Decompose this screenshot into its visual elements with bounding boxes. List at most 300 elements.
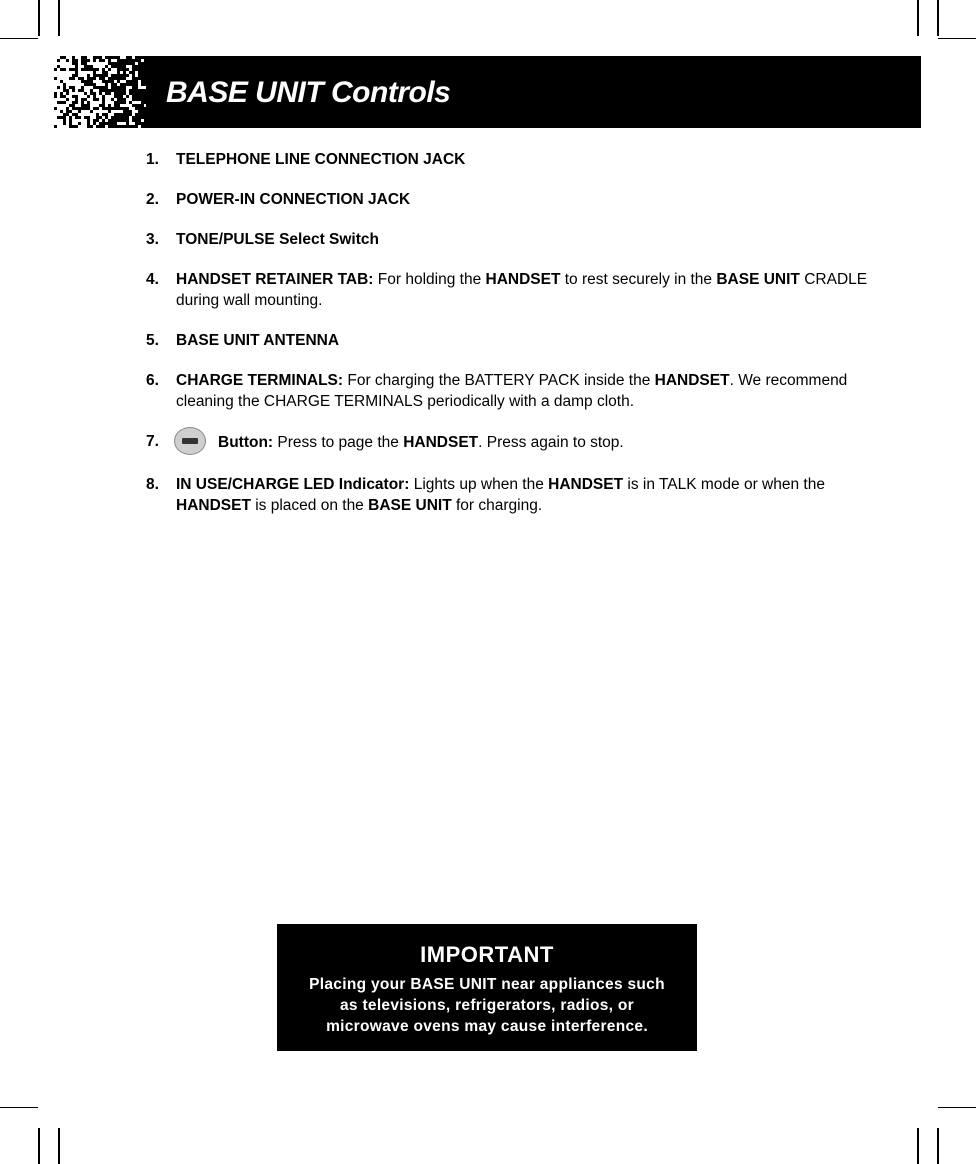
halftone-dot [87,104,90,107]
halftone-dot [132,116,135,119]
halftone-dot [114,119,117,122]
halftone-dot [102,101,105,104]
halftone-dot [63,116,66,119]
crop-mark [38,1128,40,1164]
halftone-dot [63,95,66,98]
halftone-dot [123,62,126,65]
halftone-dot [120,116,123,119]
halftone-dot [72,113,75,116]
halftone-dot [135,92,138,95]
halftone-dot [78,77,81,80]
halftone-dot [108,59,111,62]
halftone-dot [87,125,90,128]
halftone-dot [90,77,93,80]
halftone-dot [132,119,135,122]
item-emphasis: BASE UNIT [368,497,452,514]
halftone-dot [138,59,141,62]
halftone-dot [120,119,123,122]
halftone-dot [126,125,129,128]
halftone-dot [108,119,111,122]
halftone-dot [123,107,126,110]
halftone-dot [132,71,135,74]
item-label: CHARGE TERMINALS: [176,372,344,389]
halftone-dot [87,59,90,62]
halftone-dot [123,86,126,89]
halftone-dot [126,83,129,86]
halftone-dot [96,116,99,119]
halftone-dot [84,80,87,83]
halftone-dot [78,122,81,125]
list-item [146,229,872,250]
halftone-dot [75,116,78,119]
halftone-dot [141,125,144,128]
halftone-dot [78,116,81,119]
item-number: 7. [146,433,159,450]
halftone-dot [102,71,105,74]
halftone-dot [114,122,117,125]
halftone-dot [117,68,120,71]
page-button-icon [174,427,206,455]
halftone-dot [102,95,105,98]
halftone-dot [111,56,114,59]
halftone-dot [99,89,102,92]
halftone-dot [120,113,123,116]
halftone-dot [93,86,96,89]
crop-mark [917,0,919,36]
halftone-dot [135,83,138,86]
halftone-dot [117,71,120,74]
notice-line: Placing your BASE UNIT near appliances such [309,976,665,993]
halftone-dot [120,62,123,65]
halftone-dot [111,116,114,119]
halftone-dot [123,101,126,104]
controls-list [146,149,872,516]
item-number: 8. [146,476,159,493]
halftone-dot [102,125,105,128]
halftone-dot [63,101,66,104]
item-number: 6. [146,372,159,389]
halftone-dot [141,113,144,116]
halftone-dot [141,71,144,74]
halftone-dot [117,59,120,62]
halftone-dot [57,101,60,104]
halftone-dot [135,104,138,107]
halftone-dot [81,80,84,83]
halftone-dot [63,89,66,92]
halftone-dot [99,77,102,80]
halftone-dot [81,68,84,71]
halftone-dot [138,56,141,59]
item-emphasis: BASE UNIT [716,271,800,288]
halftone-dot [84,98,87,101]
halftone-dot [126,74,129,77]
halftone-dot [96,125,99,128]
halftone-dot [129,62,132,65]
halftone-dot [114,92,117,95]
halftone-dot [96,68,99,71]
halftone-dot [87,107,90,110]
halftone-dot [126,119,129,122]
halftone-dot [93,74,96,77]
halftone-dot [135,56,138,59]
halftone-dot [102,98,105,101]
halftone-dot [135,65,138,68]
halftone-dot [126,56,129,59]
halftone-dot [99,116,102,119]
halftone-dot [108,107,111,110]
halftone-dot [141,74,144,77]
halftone-dot [135,80,138,83]
halftone-dot [138,77,141,80]
halftone-dot [78,107,81,110]
halftone-dot [123,98,126,101]
halftone-dot [123,68,126,71]
halftone-dot [120,65,123,68]
halftone-dot [72,56,75,59]
crop-mark [938,1107,976,1108]
halftone-dot [138,62,141,65]
halftone-dot [141,116,144,119]
halftone-dot [117,89,120,92]
crop-mark [0,1107,38,1108]
halftone-dot [114,101,117,104]
halftone-dot [90,65,93,68]
list-item [146,269,872,311]
halftone-dot [138,89,141,92]
halftone-dot [90,83,93,86]
halftone-dot [84,65,87,68]
halftone-dot [120,86,123,89]
halftone-dot [123,110,126,113]
halftone-dot [75,59,78,62]
halftone-dot [72,86,75,89]
halftone-dot [111,74,114,77]
halftone-dot [102,59,105,62]
crop-mark [937,0,939,36]
notice-line: microwave ovens may cause interference. [326,1018,648,1035]
halftone-dot [114,62,117,65]
halftone-dot [57,59,60,62]
halftone-dot [93,56,96,59]
halftone-dot [138,68,141,71]
halftone-dot [72,62,75,65]
halftone-dot [117,104,120,107]
list-item [146,370,872,412]
item-label: Button: [218,434,274,452]
halftone-dot [84,56,87,59]
item-text: for charging. [451,497,543,514]
halftone-dot [60,110,63,113]
halftone-dot [135,59,138,62]
halftone-dot [135,113,138,116]
halftone-dot [90,125,93,128]
halftone-dot [96,74,99,77]
halftone-dot [96,107,99,110]
item-text: is in TALK mode or when the [623,476,825,493]
item-label: TONE/PULSE Select Switch [176,231,379,248]
halftone-dot [123,83,126,86]
halftone-dot [72,125,75,128]
halftone-dot [132,104,135,107]
halftone-dot [84,68,87,71]
halftone-dot [120,107,123,110]
halftone-dot [87,116,90,119]
halftone-dot [57,86,60,89]
halftone-dot [96,113,99,116]
halftone-dot [93,98,96,101]
halftone-dot [141,95,144,98]
halftone-dot [90,80,93,83]
halftone-dot [117,116,120,119]
halftone-dot [138,95,141,98]
halftone-dot [75,74,78,77]
halftone-dot [135,86,138,89]
halftone-dot [72,104,75,107]
halftone-dot [81,62,84,65]
item-text: is placed on the [250,497,369,514]
halftone-dot [108,68,111,71]
halftone-dot [81,56,84,59]
halftone-dot [87,122,90,125]
halftone-dot [54,68,57,71]
halftone-dot [66,107,69,110]
halftone-dot [123,116,126,119]
halftone-dot [135,89,138,92]
halftone-dot [99,104,102,107]
halftone-dot [123,92,126,95]
halftone-dot [129,101,132,104]
halftone-dot [138,98,141,101]
halftone-dot [99,56,102,59]
halftone-dot [75,113,78,116]
halftone-dot [99,74,102,77]
halftone-dot [117,65,120,68]
item-number: 1. [146,151,159,168]
halftone-dot [129,89,132,92]
halftone-dot [114,116,117,119]
halftone-dot [63,68,66,71]
halftone-dot [93,71,96,74]
halftone-dot [120,77,123,80]
halftone-dot [108,56,111,59]
crop-mark [917,1128,919,1164]
halftone-dot [99,122,102,125]
halftone-dot [123,113,126,116]
halftone-dot [141,89,144,92]
notice-body [277,974,697,1037]
halftone-dot [57,116,60,119]
halftone-dot [66,89,69,92]
halftone-dot [123,71,126,74]
halftone-dot [132,98,135,101]
halftone-dot [117,62,120,65]
halftone-dot [108,62,111,65]
halftone-dot [66,113,69,116]
halftone-dot [54,95,57,98]
halftone-dot [111,125,114,128]
halftone-dot [105,89,108,92]
halftone-dot [120,74,123,77]
halftone-dot [141,83,144,86]
halftone-dot [102,113,105,116]
item-text: . Press again to stop. [478,434,624,452]
halftone-dot [81,86,84,89]
halftone-dot [114,113,117,116]
halftone-dot [120,68,123,71]
halftone-dot [60,92,63,95]
halftone-dot [141,92,144,95]
halftone-dot [93,83,96,86]
halftone-dot [141,80,144,83]
item-emphasis: HANDSET [176,497,251,514]
halftone-dot [81,101,84,104]
halftone-dot [105,122,108,125]
halftone-dot [93,77,96,80]
halftone-dot [141,56,144,59]
halftone-dot [117,98,120,101]
halftone-dot [93,122,96,125]
halftone-dot [138,65,141,68]
list-item [146,189,872,210]
halftone-dot [117,95,120,98]
crop-mark [937,1128,939,1164]
halftone-dot [102,80,105,83]
item-emphasis: HANDSET [403,434,479,452]
halftone-dot [108,125,111,128]
halftone-dot [114,95,117,98]
halftone-dot [81,89,84,92]
item-number: 4. [146,271,159,288]
halftone-dot [117,119,120,122]
halftone-dot [141,122,144,125]
halftone-dot [114,74,117,77]
halftone-dot [135,122,138,125]
halftone-dot [138,110,141,113]
halftone-dot [90,89,93,92]
halftone-dot [84,92,87,95]
item-number: 3. [146,231,159,248]
halftone-dot [132,59,135,62]
halftone-dot [117,92,120,95]
halftone-dot [108,122,111,125]
halftone-dot [138,71,141,74]
halftone-dot [75,107,78,110]
halftone-dot [132,86,135,89]
halftone-dot [105,65,108,68]
halftone-dot [123,125,126,128]
halftone-dot [69,110,72,113]
halftone-dot [138,92,141,95]
halftone-dot [108,89,111,92]
halftone-dot [117,101,120,104]
halftone-dot [126,110,129,113]
halftone-dot [102,104,105,107]
halftone-dot [96,119,99,122]
halftone-dot [123,89,126,92]
halftone-dot [90,92,93,95]
halftone-dot [123,74,126,77]
halftone-dot [87,77,90,80]
halftone-dot [123,65,126,68]
halftone-dot [96,98,99,101]
halftone-dot [69,68,72,71]
halftone-dot [141,77,144,80]
halftone-dot [141,98,144,101]
halftone-dot [114,125,117,128]
item-label: POWER-IN CONNECTION JACK [176,191,411,208]
halftone-dot [132,89,135,92]
halftone-dot [117,80,120,83]
halftone-dot [102,77,105,80]
halftone-dot [117,125,120,128]
halftone-dot [87,101,90,104]
halftone-dot [129,56,132,59]
halftone-dot [72,107,75,110]
halftone-dot [105,86,108,89]
halftone-dot [135,107,138,110]
halftone-dot [111,122,114,125]
halftone-dot [54,107,57,110]
item-text: . We recommend cleaning the CHARGE TERMINALS periodically with a damp cloth. [176,372,848,410]
halftone-dot [69,125,72,128]
halftone-dot [102,122,105,125]
halftone-dot [135,98,138,101]
halftone-dot [132,77,135,80]
halftone-dot [126,68,129,71]
item-label: HANDSET RETAINER TAB: [176,271,374,288]
halftone-dot [105,116,108,119]
item-text: Press to page the [273,434,404,452]
halftone-dot [72,59,75,62]
item-text: For holding the [373,271,486,288]
halftone-dot [66,59,69,62]
halftone-dot [102,107,105,110]
halftone-dot [102,119,105,122]
halftone-dot [111,86,114,89]
halftone-dot [141,110,144,113]
halftone-dot [105,74,108,77]
halftone-dot [105,71,108,74]
halftone-dot [123,119,126,122]
halftone-dot [141,101,144,104]
halftone-dot [129,71,132,74]
halftone-dot [114,65,117,68]
list-item [146,431,872,455]
halftone-dot [87,119,90,122]
halftone-dot [132,74,135,77]
halftone-dot [60,56,63,59]
halftone-dot [84,116,87,119]
halftone-dot [108,80,111,83]
halftone-dot [72,95,75,98]
halftone-dot [108,104,111,107]
halftone-dot [120,59,123,62]
halftone-dot [93,119,96,122]
important-notice [277,924,697,1051]
halftone-dot [126,62,129,65]
item-emphasis: HANDSET [485,271,561,288]
halftone-dot [117,56,120,59]
halftone-dot [111,119,114,122]
halftone-dot [75,71,78,74]
halftone-dot [84,62,87,65]
halftone-dot [75,68,78,71]
halftone-dot [75,101,78,104]
item-emphasis: HANDSET [654,372,730,389]
halftone-dot [105,92,108,95]
halftone-pattern [54,56,146,128]
halftone-dot [102,68,105,71]
